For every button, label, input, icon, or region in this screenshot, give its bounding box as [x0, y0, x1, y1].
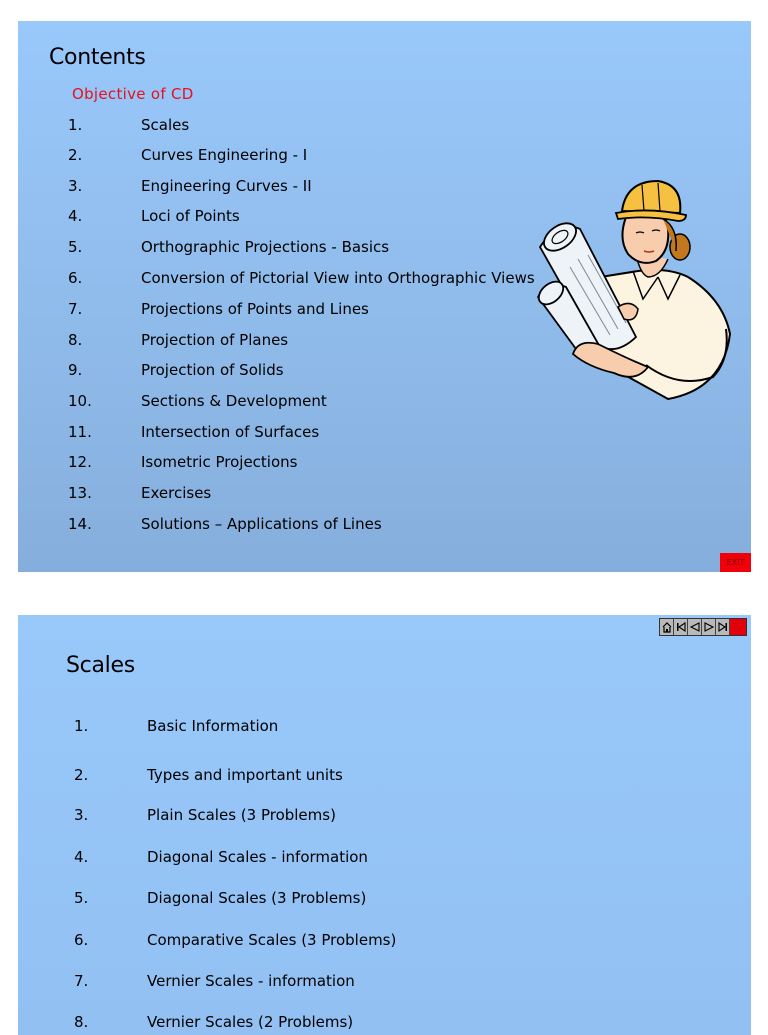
contents-slide [18, 21, 751, 572]
item-number: 1. [74, 717, 89, 735]
page-title: Contents [49, 45, 146, 70]
item-label[interactable]: Solutions – Applications of Lines [141, 515, 382, 533]
item-label[interactable]: Sections & Development [141, 392, 327, 410]
item-label[interactable]: Curves Engineering - I [141, 146, 308, 164]
item-label[interactable]: Comparative Scales (3 Problems) [147, 931, 397, 949]
item-label[interactable]: Projection of Planes [141, 331, 289, 349]
item-label[interactable]: Vernier Scales - information [147, 972, 355, 990]
next-icon[interactable] [702, 619, 716, 635]
item-number: 10. [68, 392, 92, 410]
item-number: 4. [74, 848, 89, 866]
item-number: 7. [74, 972, 89, 990]
item-number: 7. [68, 300, 83, 318]
item-label[interactable]: Conversion of Pictorial View into Orthographic Views [141, 269, 535, 287]
scales-slide [18, 615, 751, 1035]
item-label[interactable]: Intersection of Surfaces [141, 423, 320, 441]
last-icon[interactable] [716, 619, 730, 635]
home-icon[interactable] [660, 619, 674, 635]
item-label[interactable]: Diagonal Scales (3 Problems) [147, 889, 367, 907]
item-label[interactable]: Engineering Curves - II [141, 177, 312, 195]
page-title: Scales [66, 653, 135, 678]
item-number: 12. [68, 453, 92, 471]
item-number: 13. [68, 484, 92, 502]
engineer-illustration [518, 159, 740, 409]
item-number: 5. [68, 238, 83, 256]
item-number: 5. [74, 889, 89, 907]
item-number: 9. [68, 361, 83, 379]
item-label[interactable]: Projections of Points and Lines [141, 300, 369, 318]
item-number: 4. [68, 207, 83, 225]
item-label[interactable]: Types and important units [147, 766, 343, 784]
item-number: 8. [74, 1013, 89, 1031]
item-number: 6. [68, 269, 83, 287]
item-label[interactable]: Loci of Points [141, 207, 240, 225]
item-number: 2. [74, 766, 89, 784]
item-number: 1. [68, 116, 83, 134]
first-icon[interactable] [674, 619, 688, 635]
item-label[interactable]: Orthographic Projections - Basics [141, 238, 390, 256]
item-number: 6. [74, 931, 89, 949]
item-number: 14. [68, 515, 92, 533]
item-number: 8. [68, 331, 83, 349]
item-label[interactable]: Basic Information [147, 717, 279, 735]
item-label[interactable]: Exercises [141, 484, 212, 502]
navigation-bar [659, 618, 747, 636]
objective-link[interactable]: Objective of CD [72, 85, 194, 103]
item-number: 3. [68, 177, 83, 195]
item-number: 11. [68, 423, 92, 441]
item-number: 3. [74, 806, 89, 824]
item-label[interactable]: Plain Scales (3 Problems) [147, 806, 336, 824]
stop-icon[interactable] [730, 619, 746, 635]
item-label[interactable]: Scales [141, 116, 190, 134]
prev-icon[interactable] [688, 619, 702, 635]
item-label[interactable]: Diagonal Scales - information [147, 848, 368, 866]
exit-button[interactable]: EXIT [720, 553, 751, 572]
item-label[interactable]: Vernier Scales (2 Problems) [147, 1013, 354, 1031]
item-label[interactable]: Projection of Solids [141, 361, 284, 379]
item-label[interactable]: Isometric Projections [141, 453, 298, 471]
item-number: 2. [68, 146, 83, 164]
